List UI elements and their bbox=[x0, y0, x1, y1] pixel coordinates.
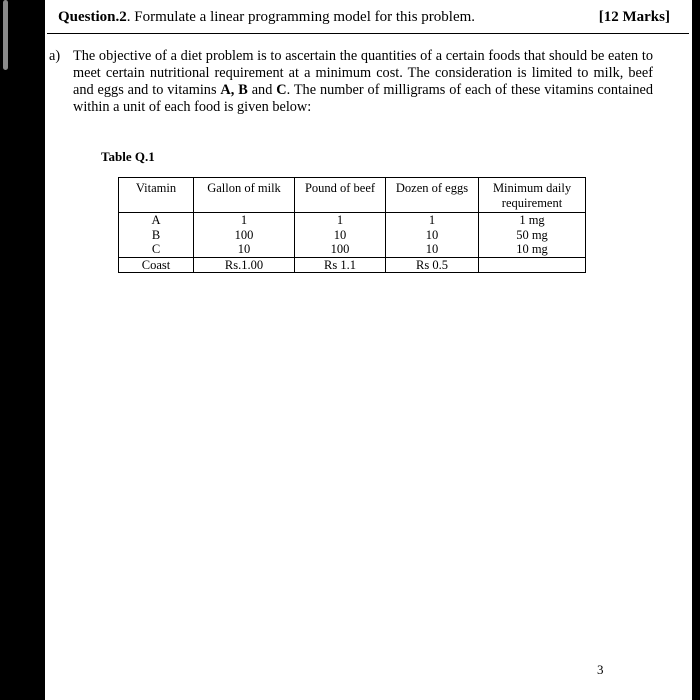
table-header-row bbox=[119, 178, 586, 213]
part-a-paragraph bbox=[49, 48, 653, 116]
question-heading bbox=[58, 9, 670, 26]
question-label: Question.2 bbox=[58, 9, 127, 25]
table-cell: 1 bbox=[194, 213, 295, 228]
table-cell: 1 bbox=[295, 213, 386, 228]
vitamin-table bbox=[118, 177, 586, 273]
table-cell: C bbox=[119, 242, 194, 257]
header-cell: Pound of beef bbox=[295, 178, 386, 213]
table-cell: 10 bbox=[194, 242, 295, 257]
question-text: . Formulate a linear programming model for this problem. bbox=[126, 9, 476, 25]
vitamin-a: A bbox=[220, 82, 231, 98]
header-cell: Minimum daily requirement bbox=[479, 178, 586, 213]
scrollbar-thumb[interactable] bbox=[3, 0, 8, 70]
page-number: 3 bbox=[597, 662, 604, 677]
text-segment: , bbox=[230, 82, 239, 98]
part-a-label: a) bbox=[49, 48, 61, 64]
text-segment: and bbox=[247, 82, 277, 98]
document-page bbox=[45, 0, 692, 700]
table-cell: Rs 1.1 bbox=[295, 257, 386, 273]
table-cell: A bbox=[119, 213, 194, 228]
table-cell: 1 mg bbox=[479, 213, 586, 228]
text-segment: The objective of a diet problem is to ascertain the quantities of a certain foods that should be eaten to meet certain nutritional requirement at a minimum cost. The consideration is limited to milk, beef and eggs and to vitamins bbox=[73, 48, 653, 98]
table-row bbox=[119, 213, 586, 228]
table-cell: B bbox=[119, 228, 194, 243]
table-row bbox=[119, 228, 586, 243]
table-cell: 100 bbox=[295, 242, 386, 257]
table-cell: Rs.1.00 bbox=[194, 257, 295, 273]
table-cell: 10 bbox=[295, 228, 386, 243]
table-cell: Coast bbox=[119, 257, 194, 273]
table-cell: 50 mg bbox=[479, 228, 586, 243]
question-marks: [12 Marks] bbox=[598, 9, 670, 25]
table-cell: 10 mg bbox=[479, 242, 586, 257]
table-cell: 10 bbox=[386, 228, 479, 243]
part-a-text bbox=[73, 48, 653, 116]
table-row bbox=[119, 242, 586, 257]
table-cell bbox=[479, 257, 586, 273]
header-cell: Dozen of eggs bbox=[386, 178, 479, 213]
text-segment: . The number of milligrams of each of these vitamins contained within a unit of each food is given below: bbox=[73, 82, 653, 115]
heading-divider bbox=[47, 33, 689, 34]
table-cell: 1 bbox=[386, 213, 479, 228]
table-caption: Table Q.1 bbox=[101, 149, 155, 164]
header-cell: Gallon of milk bbox=[194, 178, 295, 213]
table-row bbox=[119, 257, 586, 273]
vitamin-c: C bbox=[276, 82, 287, 98]
header-cell: Vitamin bbox=[119, 178, 194, 213]
vitamin-b: B bbox=[238, 82, 248, 98]
table-cell: 10 bbox=[386, 242, 479, 257]
table-cell: 100 bbox=[194, 228, 295, 243]
table-cell: Rs 0.5 bbox=[386, 257, 479, 273]
